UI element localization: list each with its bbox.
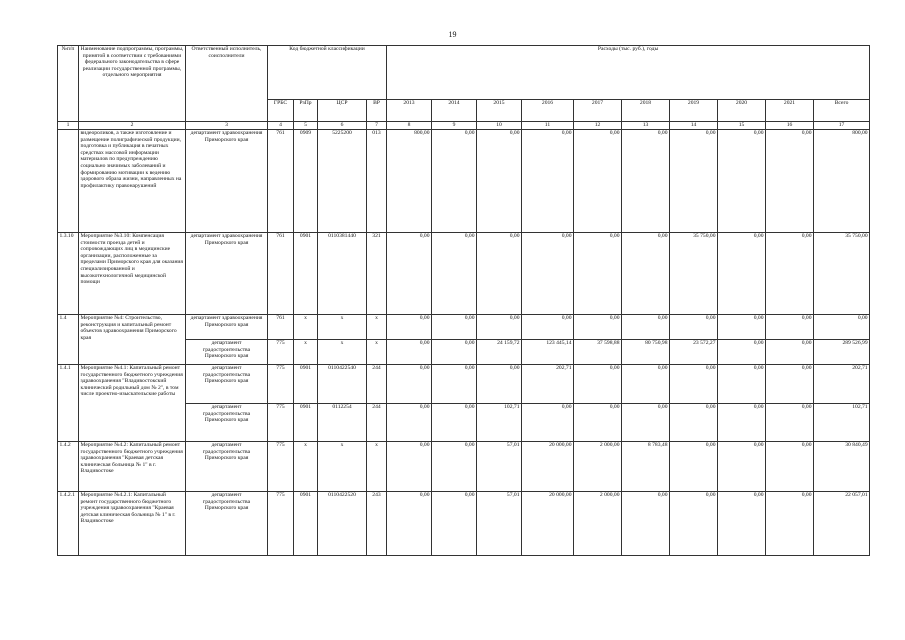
row-year-value: 20 000,00 [522,442,574,492]
row-year-value: 0,00 [718,492,766,556]
header-name: Наименование подпрограммы, программы, принятой в соответствии с требованиями федерального законодательства в сфере реализации государственной программы, отдельного мероприятия [79,46,186,122]
row-name: Мероприятие №4.2.1: Капитальный ремонт государственного бюджетного учреждения здравоохранения "Краевая детская клиническая больница № 1" в г. Владивостоке [79,492,186,556]
row-name: Мероприятие №3.10: Компенсация стоимости проезда детей и сопровождающих лиц в медицинские организации, расположенные за пределами Приморского края для оказания специализированной и высокотехнологичной медицинской помощи [79,233,186,315]
header-sub-3: ВР [367,100,387,122]
row-vr: 244 [367,404,387,442]
row-year-value: 0,00 [432,130,477,233]
row-rzpr: 0901 [294,365,318,404]
row-vr: х [367,442,387,492]
row-year-value: 24 159,72 [477,340,522,365]
row-year-value: 57,01 [477,492,522,556]
row-responsible: департамент здравоохранения Приморского края [186,130,268,233]
header-sub-2: ЦСР [318,100,367,122]
row-total: 35 750,00 [814,233,870,315]
column-number: 7 [367,122,387,130]
header-sub-8: 2017 [574,100,622,122]
row-vr: х [367,315,387,340]
column-number: 14 [670,122,718,130]
row-total: 289 526,99 [814,340,870,365]
row-rzpr: х [294,340,318,365]
table-row [58,492,870,556]
header-num: №п/п [58,46,79,122]
row-year-value: 123 445,14 [522,340,574,365]
row-year-value: 0,00 [432,315,477,340]
column-number: 2 [79,122,186,130]
row-year-value: 0,00 [622,365,670,404]
row-year-value: 0,00 [387,442,432,492]
row-year-value: 0,00 [718,340,766,365]
row-year-value: 0,00 [718,233,766,315]
row-rzpr: 0901 [294,492,318,556]
row-year-value: 0,00 [432,340,477,365]
row-year-value: 0,00 [718,130,766,233]
row-year-value: 0,00 [432,404,477,442]
row-responsible: департамент здравоохранения Приморского края [186,233,268,315]
row-name: Мероприятие №4: Строительство, реконструкция и капитальный ремонт объектов здравоохранения Приморского края [79,315,186,365]
row-responsible: департамент градостроительства Приморского края [186,340,268,365]
row-year-value: 2 000,00 [574,442,622,492]
row-total: 0,00 [814,315,870,340]
row-vr: 013 [367,130,387,233]
row-year-value: 0,00 [432,365,477,404]
column-number: 5 [294,122,318,130]
row-number: 1.3.10 [58,233,79,315]
header-sub-1: РзПр [294,100,318,122]
header-sub-0: ГРБС [268,100,294,122]
row-year-value: 800,00 [387,130,432,233]
table-row [58,233,870,315]
column-number: 1 [58,122,79,130]
row-year-value: 0,00 [432,492,477,556]
row-csr: 0110422520 [318,492,367,556]
row-year-value: 0,00 [670,315,718,340]
row-grbs: 775 [268,492,294,556]
row-csr: х [318,340,367,365]
column-number: 13 [622,122,670,130]
table-row [58,442,870,492]
header-sub-11: 2020 [718,100,766,122]
row-year-value: 0,00 [574,365,622,404]
row-year-value: 0,00 [387,315,432,340]
row-year-value: 0,00 [718,365,766,404]
column-number: 17 [814,122,870,130]
row-rzpr: 0909 [294,130,318,233]
row-year-value: 20 000,00 [522,492,574,556]
column-number: 6 [318,122,367,130]
row-total: 22 057,01 [814,492,870,556]
row-year-value: 0,00 [622,233,670,315]
row-year-value: 0,00 [387,340,432,365]
row-total: 102,71 [814,404,870,442]
row-year-value: 0,00 [574,130,622,233]
row-year-value: 0,00 [718,442,766,492]
column-number: 10 [477,122,522,130]
row-year-value: 0,00 [766,315,814,340]
header-sub-4: 2013 [387,100,432,122]
row-year-value: 0,00 [574,315,622,340]
row-number: 1.4.2 [58,442,79,492]
row-vr: 321 [367,233,387,315]
column-number: 3 [186,122,268,130]
row-year-value: 0,00 [477,233,522,315]
row-year-value: 0,00 [522,315,574,340]
row-year-value: 0,00 [670,365,718,404]
row-year-value: 8 783,48 [622,442,670,492]
row-year-value: 0,00 [432,442,477,492]
row-year-value: 0,00 [670,130,718,233]
row-number: 1.4.1 [58,365,79,442]
row-number: 1.4 [58,315,79,365]
row-year-value: 0,00 [718,315,766,340]
row-year-value: 0,00 [477,365,522,404]
row-year-value: 0,00 [670,442,718,492]
row-rzpr: х [294,442,318,492]
row-year-value: 0,00 [622,130,670,233]
row-responsible: департамент градостроительства Приморского края [186,492,268,556]
row-rzpr: 0901 [294,233,318,315]
row-responsible: департамент здравоохранения Приморского края [186,315,268,340]
row-number [58,130,79,233]
row-rzpr: х [294,315,318,340]
row-vr: 243 [367,492,387,556]
row-total: 30 840,49 [814,442,870,492]
row-name: Мероприятие №4.1: Капитальный ремонт государственного бюджетного учреждения здравоохранения "Владивостокский клинический родильный дом № 2", в том числе проектно-изыскательские работы [79,365,186,442]
row-year-value: 0,00 [766,130,814,233]
page-number: 19 [448,30,457,39]
header-sub-5: 2014 [432,100,477,122]
row-year-value: 202,71 [522,365,574,404]
row-year-value: 80 750,98 [622,340,670,365]
row-grbs: 775 [268,365,294,404]
header-responsible: Ответственный исполнитель, соисполнители [186,46,268,122]
header-budget-code: Код бюджетной классификации [268,46,387,100]
row-year-value: 0,00 [522,404,574,442]
row-year-value: 0,00 [432,233,477,315]
column-number: 9 [432,122,477,130]
row-year-value: 2 000,00 [574,492,622,556]
row-grbs: 775 [268,442,294,492]
row-total: 202,71 [814,365,870,404]
row-year-value: 0,00 [622,492,670,556]
row-year-value: 57,01 [477,442,522,492]
row-year-value: 0,00 [477,315,522,340]
row-grbs: 761 [268,130,294,233]
column-number: 12 [574,122,622,130]
row-year-value: 0,00 [387,365,432,404]
header-sub-10: 2019 [670,100,718,122]
row-year-value: 0,00 [622,315,670,340]
row-year-value: 0,00 [766,340,814,365]
row-year-value: 0,00 [766,492,814,556]
row-name: Мероприятие №4.2: Капитальный ремонт государственного бюджетного учреждения здравоохранения "Краевая детская клиническая больница № 1" в г. Владивостоке [79,442,186,492]
row-year-value: 35 750,00 [670,233,718,315]
table-row [58,315,870,340]
row-name: видеороликов, а также изготовление и размещение полиграфической продукции, подготовка и публикация в печатных средствах массовой информации материалов по предупреждению социально значимых заболеваний и формированию мотивации к ведению здорового образа жизни, направленных на профилактику правонарушений [79,130,186,233]
row-csr: 0112254 [318,404,367,442]
row-year-value: 0,00 [718,404,766,442]
row-vr: 244 [367,365,387,404]
row-year-value: 0,00 [387,492,432,556]
column-number: 11 [522,122,574,130]
row-grbs: 775 [268,404,294,442]
row-csr: 5225200 [318,130,367,233]
table-row [58,130,870,233]
row-year-value: 0,00 [574,404,622,442]
row-year-value: 0,00 [670,492,718,556]
row-year-value: 0,00 [766,404,814,442]
row-year-value: 0,00 [766,233,814,315]
row-year-value: 0,00 [670,404,718,442]
row-year-value: 0,00 [387,404,432,442]
row-responsible: департамент градостроительства Приморского края [186,365,268,404]
row-total: 800,00 [814,130,870,233]
header-sub-9: 2018 [622,100,670,122]
row-year-value: 0,00 [766,442,814,492]
row-grbs: 775 [268,340,294,365]
header-sub-13: Всего [814,100,870,122]
row-responsible: департамент градостроительства Приморского края [186,442,268,492]
row-rzpr: 0901 [294,404,318,442]
row-year-value: 0,00 [522,130,574,233]
row-csr: 0110422540 [318,365,367,404]
row-csr: 0110381440 [318,233,367,315]
budget-table [57,45,870,556]
row-csr: х [318,442,367,492]
row-grbs: 761 [268,315,294,340]
row-year-value: 0,00 [622,404,670,442]
column-number: 16 [766,122,814,130]
row-year-value: 0,00 [522,233,574,315]
row-year-value: 37 598,88 [574,340,622,365]
table-row [58,365,870,404]
header-expenses: Расходы (тыс. руб.), годы [387,46,870,100]
header-sub-6: 2015 [477,100,522,122]
row-year-value: 0,00 [766,365,814,404]
row-number: 1.4.2.1 [58,492,79,556]
row-year-value: 23 572,27 [670,340,718,365]
row-grbs: 761 [268,233,294,315]
row-year-value: 102,71 [477,404,522,442]
column-number: 4 [268,122,294,130]
row-year-value: 0,00 [387,233,432,315]
header-sub-7: 2016 [522,100,574,122]
header-sub-12: 2021 [766,100,814,122]
row-year-value: 0,00 [574,233,622,315]
row-vr: х [367,340,387,365]
column-number: 15 [718,122,766,130]
row-csr: х [318,315,367,340]
column-number: 8 [387,122,432,130]
row-year-value: 0,00 [477,130,522,233]
row-responsible: департамент градостроительства Приморского края [186,404,268,442]
